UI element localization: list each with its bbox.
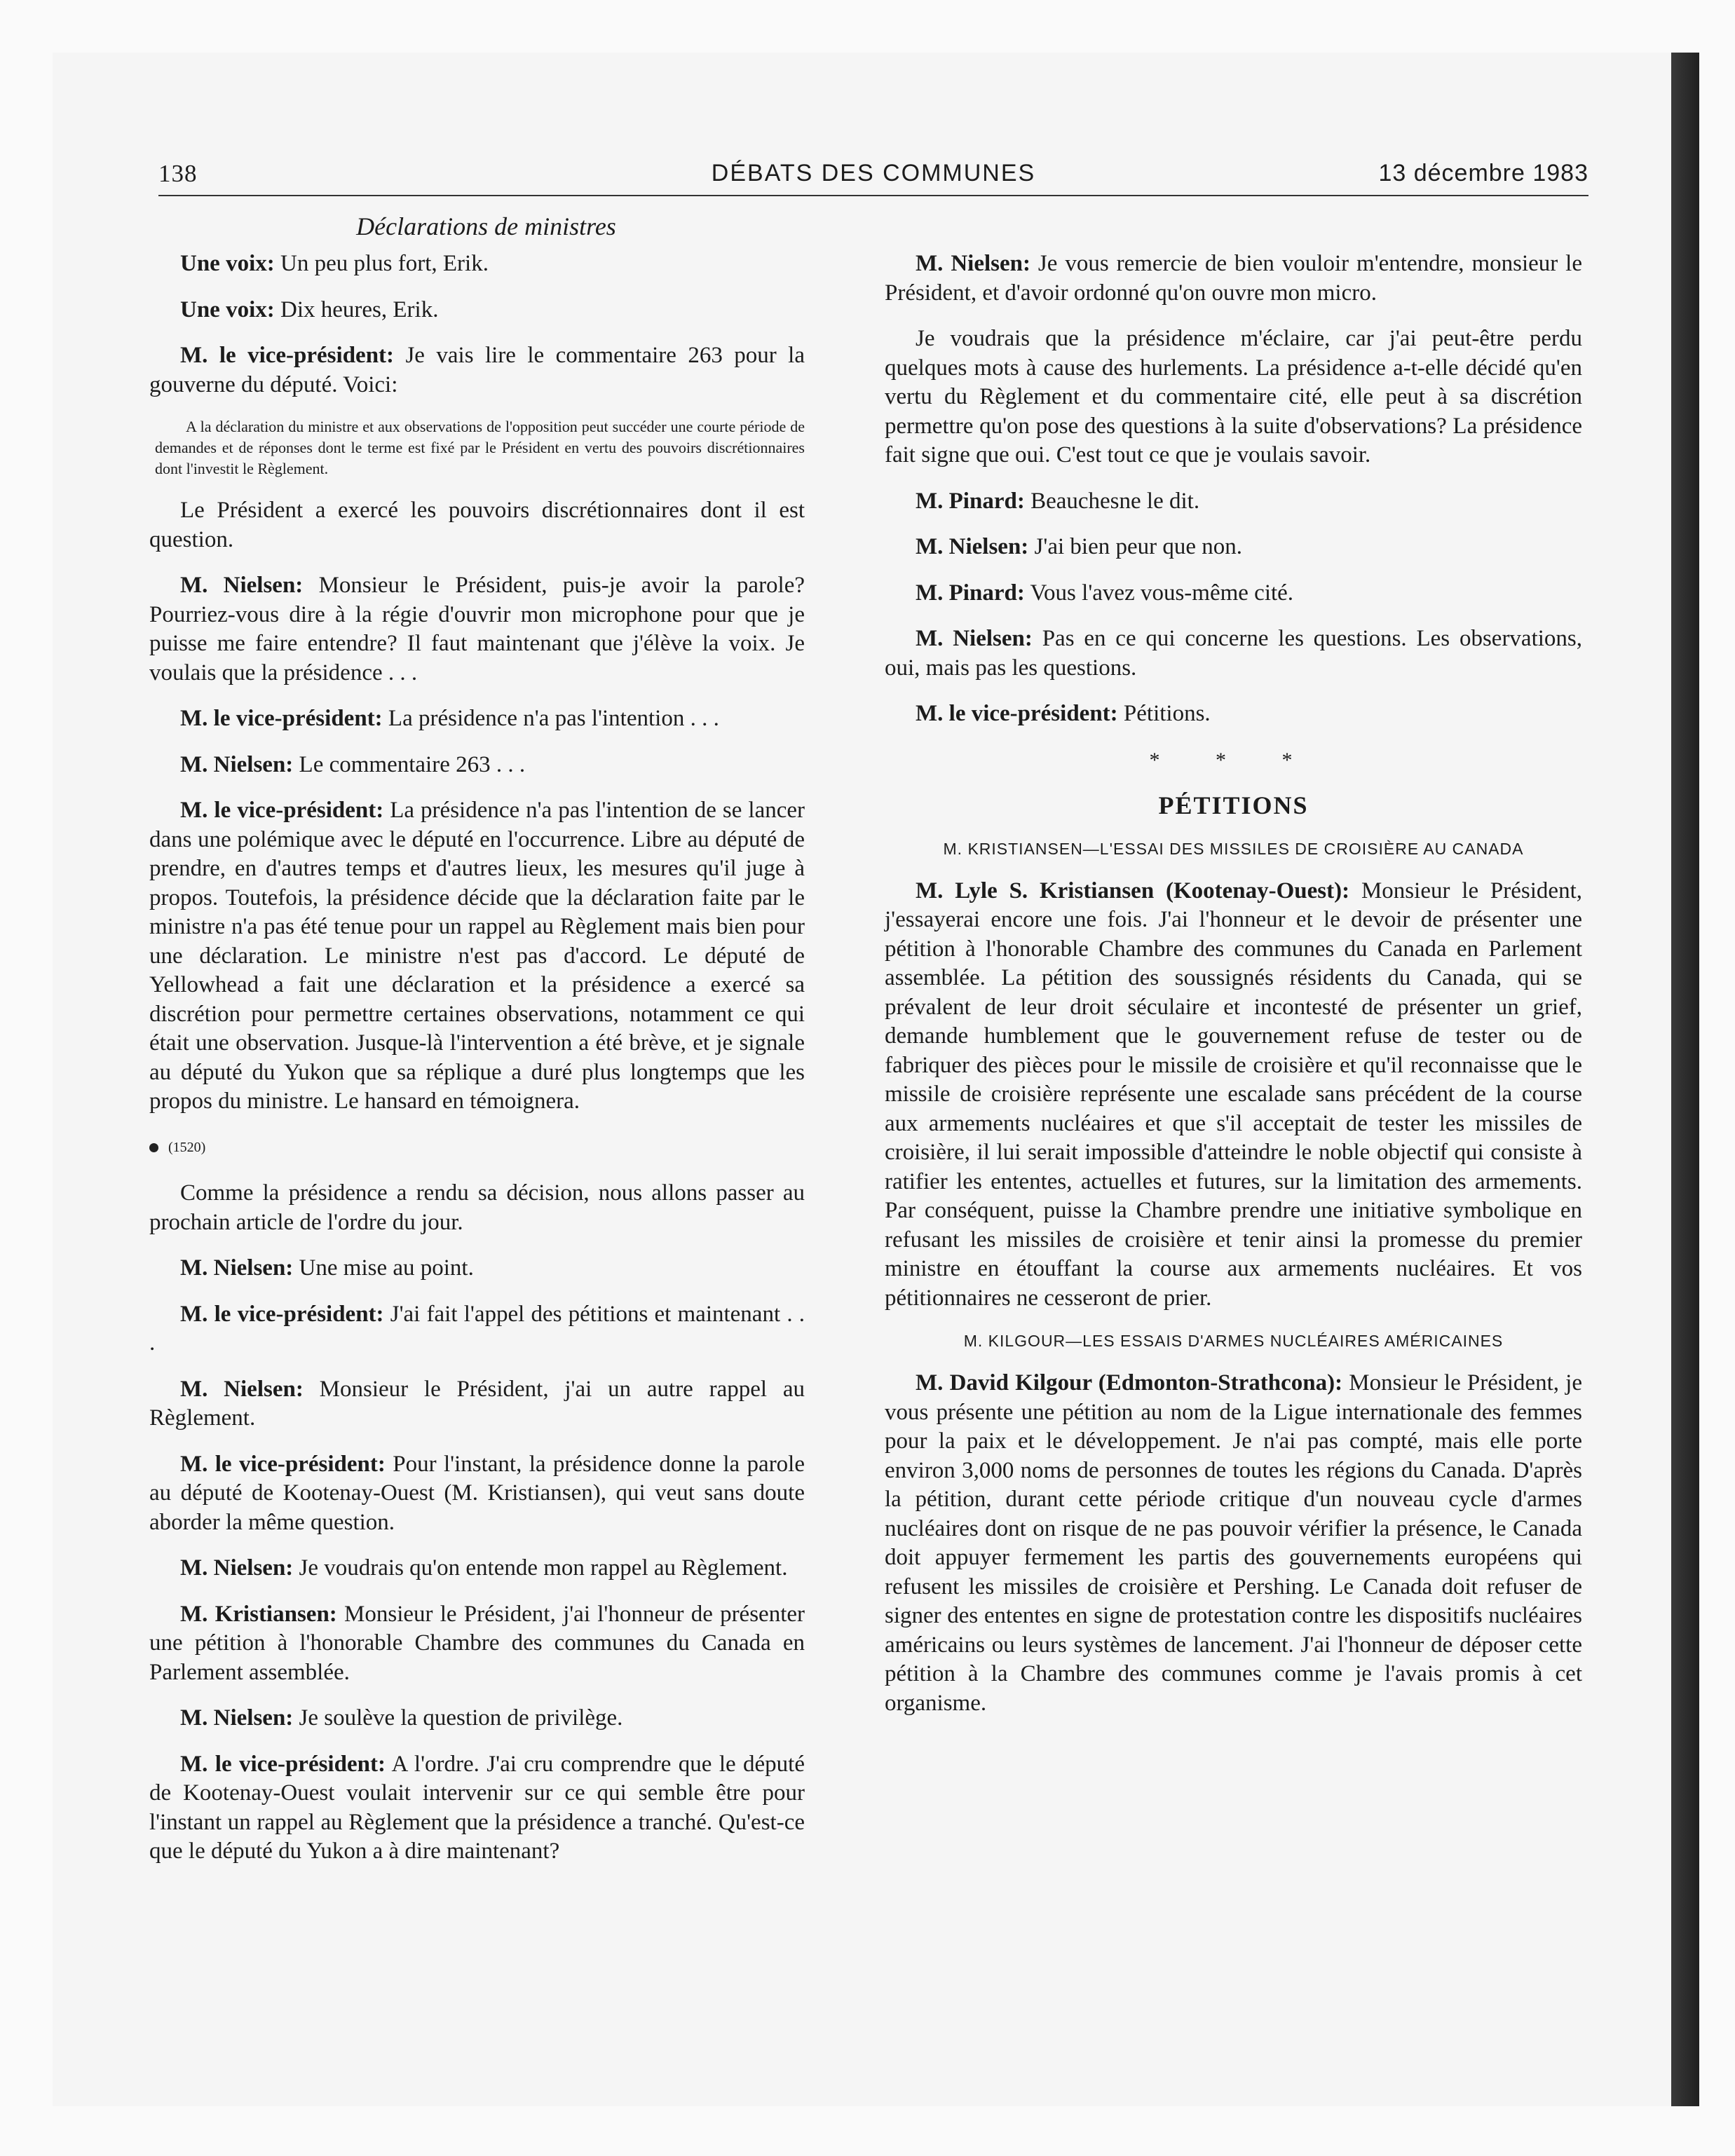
running-title: Déclarations de ministres <box>356 212 616 240</box>
page-number: 138 <box>158 160 198 187</box>
speech-paragraph <box>149 1600 805 1688</box>
speech-text: Dix heures, Erik. <box>280 296 439 322</box>
speech-text: Monsieur le Président, je vous présente une pétition au nom de la Ligue internationale des femmes pour la paix et le développement. Je n'ai pas compté, mais elle porte environ 3,000 noms de personnes de toutes les régions du Canada. D'après la pétition, durant cette période critique d'un nouveau cycle d'armes nucléaires dont on risque de ne pas pouvoir vérifier la présence, le Canada doit appuyer fermement les partis des gouvernements européens qui refusent les missiles de croisière et Pershing. Le Canada doit refuser de signer des ententes en signe de protestation contre les dispositifs nucléaires américains ou leurs systèmes de lancement. J'ai l'honneur de déposer cette pétition à la Chambre des communes comme je l'avais promis à cet organisme. <box>885 1370 1582 1716</box>
section-separator: * * * <box>1149 748 1318 772</box>
speech-paragraph <box>149 296 805 325</box>
speech-text: Beauchesne le dit. <box>1030 488 1200 514</box>
speech-paragraph <box>885 625 1582 683</box>
speech-paragraph <box>885 579 1582 608</box>
body-paragraph: Je voudrais que la présidence m'éclaire, car j'ai peut-être perdu quelques mots à cause des hurlements. La présidence a-t-elle décidé qu'en vertu du Règlement et du commentaire cité, elle peut à sa discrétion permettre qu'on pose des questions à la suite d'observations? La présidence fait signe que oui. C'est tout ce que je voulais savoir. <box>885 326 1582 468</box>
speech-text: Je vais lire le commentaire 263 pour la gouverne du député. Voici: <box>149 343 805 397</box>
speech-text: Une mise au point. <box>299 1255 474 1281</box>
speaker-name: M. Pinard: <box>916 580 1025 606</box>
petition-subheading: M. KRISTIANSEN—L'ESSAI DES MISSILES DE CROISIÈRE AU CANADA <box>943 839 1524 858</box>
speaker-name: Une voix: <box>180 296 275 322</box>
speech-text: La présidence n'a pas l'intention de se lancer dans une polémique avec le député en l'occurrence. Libre au député de prendre, en d'autres temps et d'autres lieux, les mesures qu'il juge à propos. Toutefois, la présidence décide que la déclaration faite par le ministre n'a pas été tenue pour un rappel au Règlement mais bien pour une déclaration. Le ministre n'est pas d'accord. Le député de Yellowhead a fait une déclaration et la présidence a exercé sa discrétion pour permettre certaines observations, notamment ce qui était une observation. Jusque-là l'intervention a été brève, et je signale au député du Yukon que sa réplique a duré plus longtemps que les propos du ministre. Le hansard en témoignera. <box>149 798 805 1114</box>
speech-text: Je voudrais qu'on entende mon rappel au Règlement. <box>299 1555 788 1581</box>
speaker-name: M. David Kilgour (Edmonton-Strathcona): <box>916 1370 1343 1396</box>
speaker-name: M. Lyle S. Kristiansen (Kootenay-Ouest): <box>916 878 1350 903</box>
speech-text: J'ai bien peur que non. <box>1034 534 1242 559</box>
speaker-name: M. Nielsen: <box>180 573 304 598</box>
speech-paragraph <box>149 1254 805 1283</box>
speech-paragraph <box>149 1704 805 1733</box>
speech-text: Je soulève la question de privilège. <box>299 1705 623 1731</box>
scan-edge-shadow <box>1671 53 1699 2106</box>
speech-text: Un peu plus fort, Erik. <box>280 251 489 276</box>
section-heading: PÉTITIONS <box>1158 791 1309 819</box>
page-header <box>158 160 1588 199</box>
speech-text: Pétitions. <box>1123 701 1211 726</box>
speech-paragraph <box>149 1554 805 1583</box>
speech-text: J'ai fait l'appel des pétitions et maintenant . . . <box>149 1301 805 1356</box>
speaker-name: M. le vice-président: <box>180 798 384 823</box>
speaker-name: M. le vice-président: <box>180 1301 384 1327</box>
speech-paragraph <box>149 1450 805 1538</box>
speech-text: Vous l'avez vous-même cité. <box>1030 580 1294 606</box>
speaker-name: M. Nielsen: <box>916 251 1030 276</box>
speaker-name: M. le vice-président: <box>180 1451 386 1477</box>
speech-text: A l'ordre. J'ai cru comprendre que le député de Kootenay-Ouest voulait intervenir sur ce qui semble être pour l'instant un rappel au Règlement que la présidence a tranché. Qu'est-ce que le député du Yukon a à dire maintenant? <box>149 1751 805 1864</box>
speaker-name: M. Nielsen: <box>916 626 1033 651</box>
speech-paragraph <box>885 250 1582 308</box>
speaker-name: M. Nielsen: <box>180 751 294 777</box>
publication-title: DÉBATS DES COMMUNES <box>711 160 1036 186</box>
speech-paragraph <box>149 1375 805 1433</box>
speech-text: Je vous remercie de bien vouloir m'entendre, monsieur le Président, et d'avoir ordonné qu'on ouvre mon micro. <box>885 251 1583 306</box>
petition-subheading: M. KILGOUR—LES ESSAIS D'ARMES NUCLÉAIRES AMÉRICAINES <box>963 1332 1504 1350</box>
quoted-rule: A la déclaration du ministre et aux observations de l'opposition peut succéder une courte période de demandes et de réponses dont le terme est fixé par le Président en vertu des pouvoirs discrétionnaires dont l'investit le Règlement. <box>155 418 805 477</box>
speech-paragraph <box>885 487 1582 517</box>
speaker-name: Une voix: <box>180 251 275 276</box>
speech-paragraph <box>149 704 805 734</box>
speech-paragraph <box>149 796 805 1117</box>
body-paragraph: Comme la présidence a rendu sa décision, nous allons passer au prochain article de l'ordre du jour. <box>149 1180 805 1235</box>
left-column <box>149 250 805 1883</box>
speech-paragraph <box>885 1369 1582 1718</box>
speaker-name: M. Nielsen: <box>180 1555 294 1581</box>
speech-paragraph <box>149 1300 805 1358</box>
speaker-name: M. Nielsen: <box>916 534 1029 559</box>
speech-paragraph <box>885 877 1582 1314</box>
speaker-name: M. Nielsen: <box>180 1255 294 1281</box>
speaker-name: M. Pinard: <box>916 488 1025 514</box>
speech-paragraph <box>149 751 805 780</box>
speech-text: Pour l'instant, la présidence donne la parole au député de Kootenay-Ouest (M. Kristiansen), qui veut sans doute aborder la même question. <box>149 1451 805 1535</box>
speech-text: La présidence n'a pas l'intention . . . <box>388 706 719 731</box>
speech-paragraph <box>149 250 805 279</box>
speech-text: Le commentaire 263 . . . <box>299 751 526 777</box>
speech-text: Monsieur le Président, puis-je avoir la parole? Pourriez-vous dire à la régie d'ouvrir mon microphone pour que je puisse me faire entendre? Il faut maintenant que j'élève la voix. Je voulais que la présidence . . . <box>149 573 805 685</box>
right-column <box>885 250 1582 1735</box>
speech-paragraph <box>885 700 1582 729</box>
speech-text: Monsieur le Président, j'ai l'honneur de présenter une pétition à l'honorable Chambre des communes du Canada en Parlement assemblée. <box>149 1601 805 1685</box>
timestamp-text: (1520) <box>168 1139 206 1155</box>
speech-text: Monsieur le Président, j'ai un autre rappel au Règlement. <box>149 1376 805 1431</box>
timestamp <box>149 1133 805 1163</box>
speaker-name: M. Nielsen: <box>180 1376 304 1402</box>
speech-text: Monsieur le Président, j'essayerai encore une fois. J'ai l'honneur et le devoir de présenter une pétition à l'honorable Chambre des communes du Canada en Parlement assemblée. La pétition des soussignés résidents du Canada, qui se prévalent de leur droit séculaire et incontesté de présenter un grief, demande humblement que le gouvernement refuse de tester ou de fabriquer des pièces pour le missile de croisière et qu'il reconnaisse que le missile de croisière représente une escalade sans précédent de la course aux armements nucléaires et que s'il acceptait de tester les missiles de croisière, il lui serait impossible d'atteindre le noble objectif qui consiste à ratifier les ententes, actuelles et futures, sur la limitation des armements. Par conséquent, puisse la Chambre prendre une initiative symbolique en refusant les missiles de croisière et tenir ainsi la promesse du premier ministre en étouffant la course aux armements nucléaires. Et vos pétitionnaires ne cesseront de prier. <box>885 878 1582 1311</box>
speaker-name: M. le vice-président: <box>180 706 383 731</box>
body-paragraph: Le Président a exercé les pouvoirs discrétionnaires dont il est question. <box>149 498 805 552</box>
speech-paragraph <box>149 341 805 400</box>
speaker-name: M. le vice-président: <box>916 701 1118 726</box>
issue-date: 13 décembre 1983 <box>1378 160 1588 186</box>
speaker-name: M. le vice-président: <box>180 1751 386 1777</box>
header-rule <box>158 195 1588 196</box>
speaker-name: M. Kristiansen: <box>180 1601 337 1627</box>
speech-paragraph <box>149 1750 805 1867</box>
bullet-icon <box>149 1143 158 1152</box>
speaker-name: M. le vice-président: <box>180 343 395 368</box>
speech-paragraph <box>885 533 1582 562</box>
speech-paragraph <box>149 571 805 688</box>
speaker-name: M. Nielsen: <box>180 1705 294 1731</box>
speech-text: Pas en ce qui concerne les questions. Les observations, oui, mais pas les questions. <box>885 626 1583 681</box>
